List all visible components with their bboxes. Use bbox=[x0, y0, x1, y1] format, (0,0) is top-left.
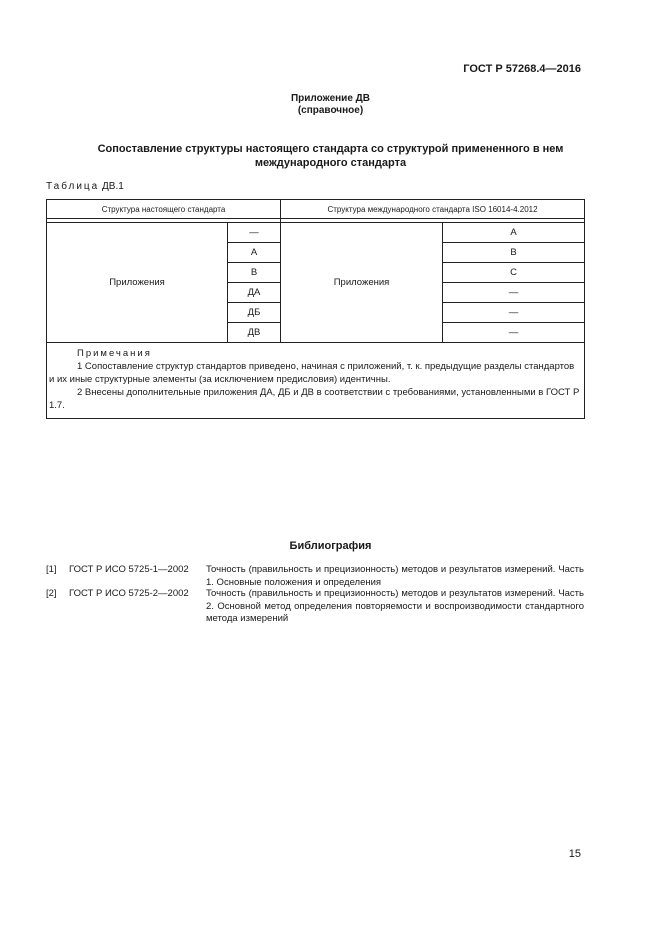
document-code: ГОСТ Р 57268.4—2016 bbox=[463, 63, 581, 75]
header-international-standard: Структура международного стандарта ISO 16014-4.2012 bbox=[281, 200, 585, 219]
annex-title: Приложение ДВ bbox=[290, 93, 371, 104]
section-title bbox=[0, 142, 661, 170]
bibliography-entry-text: Точность (правильность и прецизионность) методов и результатов измерений. Часть 2. Основной метод определения повторяемости и воспроизводимости стандартного метода измерений bbox=[206, 588, 584, 624]
bibliography-entry-number: [2] bbox=[46, 588, 57, 599]
cell-left: В bbox=[228, 263, 281, 283]
cell-right: — bbox=[443, 303, 585, 323]
cell-right: B bbox=[443, 243, 585, 263]
bibliography-entry-standard: ГОСТ Р ИСО 5725-2—2002 bbox=[69, 588, 189, 599]
annex-heading bbox=[0, 93, 661, 117]
bibliography-entry-standard: ГОСТ Р ИСО 5725-1—2002 bbox=[69, 564, 189, 575]
bibliography-entry-number: [1] bbox=[46, 564, 57, 575]
structure-comparison-table bbox=[46, 199, 585, 419]
cell-left: А bbox=[228, 243, 281, 263]
page-number: 15 bbox=[568, 848, 581, 860]
cell-left: ДБ bbox=[228, 303, 281, 323]
note-2: 2 Внесены дополнительные приложения ДА, ДБ и ДВ в соответствии с требованиями, установленными в ГОСТ Р 1.7. bbox=[49, 387, 580, 411]
annex-subtitle: (справочное) bbox=[297, 105, 364, 116]
bibliography-entry bbox=[0, 588, 661, 632]
bibliography-heading: Библиография bbox=[289, 540, 372, 552]
table-label-number: ДВ.1 bbox=[102, 181, 124, 192]
table-row bbox=[47, 223, 585, 243]
cell-left: ДВ bbox=[228, 323, 281, 343]
cell-right: A bbox=[443, 223, 585, 243]
cell-left: — bbox=[228, 223, 281, 243]
cell-right: — bbox=[443, 283, 585, 303]
notes-row bbox=[47, 343, 585, 419]
section-title-line-2: международного стандарта bbox=[254, 157, 407, 169]
table-header-row bbox=[47, 200, 585, 219]
cell-right: — bbox=[443, 323, 585, 343]
note-1: 1 Сопоставление структур стандартов приведено, начиная с приложений, т. к. предыдущие разделы стандартов и их иные структурные элементы (за исключением предисловия) идентичны. bbox=[49, 361, 575, 385]
bibliography-entry-text: Точность (правильность и прецизионность) методов и результатов измерений. Часть 1. Основные положения и определения bbox=[206, 564, 584, 588]
cell-left: ДА bbox=[228, 283, 281, 303]
cell-right: C bbox=[443, 263, 585, 283]
notes-heading: Примечания bbox=[77, 348, 152, 359]
group-label-right: Приложения bbox=[281, 223, 443, 343]
table-label-word: Таблица bbox=[46, 181, 100, 192]
group-label-left: Приложения bbox=[47, 223, 228, 343]
section-title-line-1: Сопоставление структуры настоящего стандарта со структурой примененного в нем bbox=[97, 143, 564, 155]
table-notes bbox=[47, 343, 585, 419]
header-current-standard: Структура настоящего стандарта bbox=[47, 200, 281, 219]
table-label bbox=[46, 181, 124, 192]
